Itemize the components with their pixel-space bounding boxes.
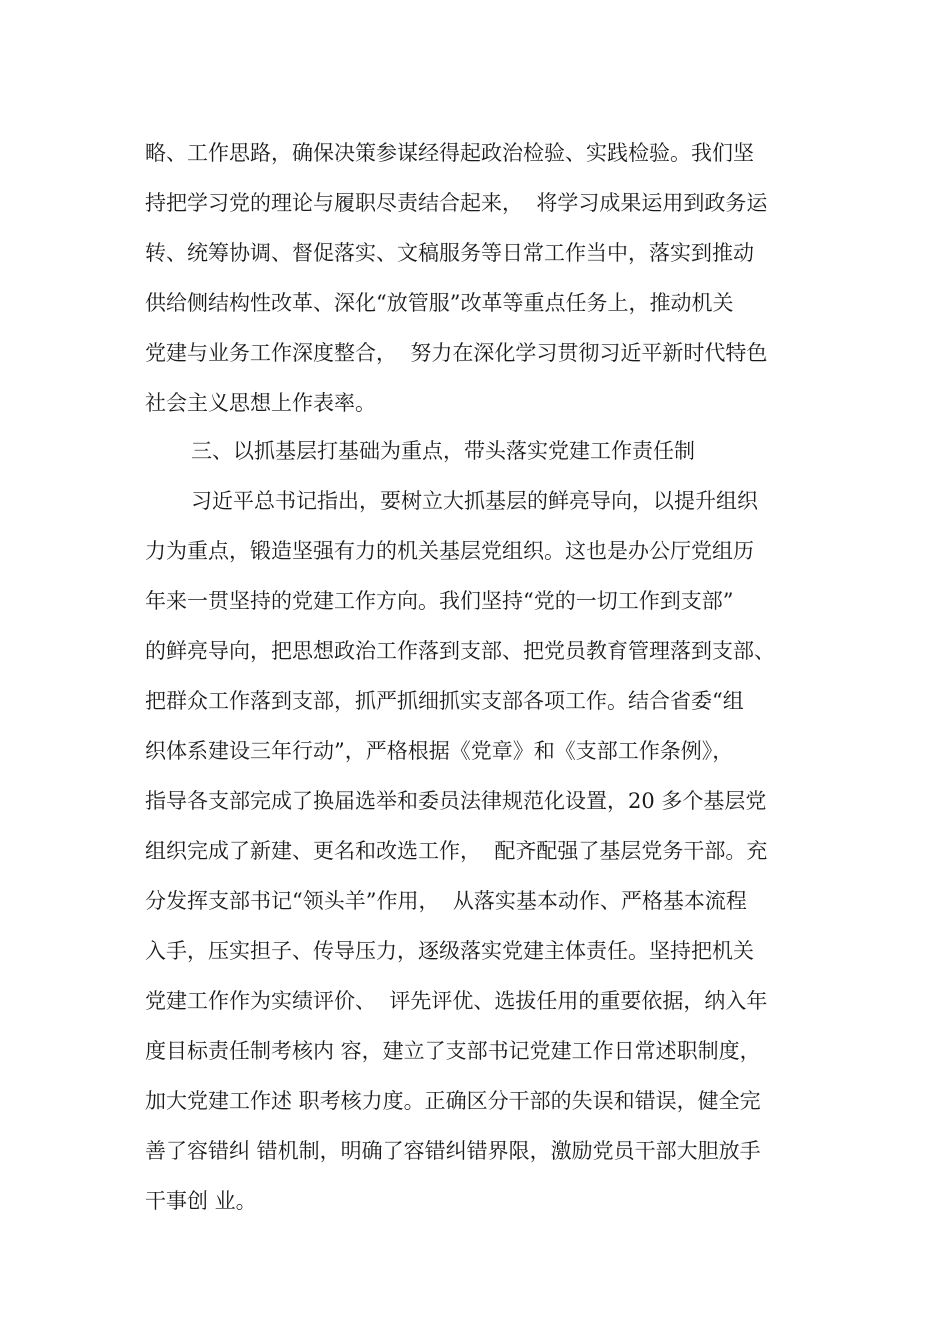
text-line: 把群众工作落到支部，抓严抓细抓实支部各项工作。结合省委“组 [145, 689, 744, 713]
text-line: 善了容错纠 错机制，明确了容错纠错界限，激励党员干部大胆放手 [145, 1139, 761, 1163]
text-line: 干事创 业。 [145, 1189, 257, 1213]
text-line: 分发挥支部书记“领头羊”作用， 从落实基本动作、严格基本流程 [145, 889, 747, 913]
text-line: 度目标责任制考核内 容，建立了支部书记党建工作日常述职制度， [145, 1039, 761, 1063]
text-line: 持把学习党的理论与履职尽责结合起来， 将学习成果运用到政务运 [145, 191, 768, 215]
text-line: 的鲜亮导向，把思想政治工作落到支部、把党员教育管理落到支部、 [145, 639, 775, 663]
text-line: 年来一贯坚持的党建工作方向。我们坚持“党的一切工作到支部” [145, 589, 734, 613]
section-heading: 三、以抓基层打基础为重点，带头落实党建工作责任制 [191, 439, 695, 463]
text-line: 力为重点，锻造坚强有力的机关基层党组织。这也是办公厅党组历 [145, 539, 754, 563]
text-line: 转、统筹协调、督促落实、文稿服务等日常工作当中，落实到推动 [145, 241, 754, 265]
text-line: 党建工作作为实绩评价、 评先评优、选拔任用的重要依据，纳入年 [145, 989, 768, 1013]
text-line: 略、工作思路，确保决策参谋经得起政治检验、实践检验。我们坚 [145, 141, 754, 165]
text-line: 组织完成了新建、更名和改选工作， 配齐配强了基层党务干部。充 [145, 839, 768, 863]
text-line: 社会主义思想上作表率。 [145, 391, 376, 415]
text-line: 习近平总书记指出，要树立大抓基层的鲜亮导向，以提升组织 [191, 489, 758, 513]
text-line: 指导各支部完成了换届选举和委员法律规范化设置，20 多个基层党 [145, 789, 767, 813]
text-line: 织体系建设三年行动”，严格根据《党章》和《支部工作条例》， [145, 739, 734, 763]
text-line: 加大党建工作述 职考核力度。正确区分干部的失误和错误，健全完 [145, 1089, 761, 1113]
text-line: 党建与业务工作深度整合， 努力在深化学习贯彻习近平新时代特色 [145, 341, 768, 365]
text-line: 入手，压实担子、传导压力，逐级落实党建主体责任。坚持把机关 [145, 939, 754, 963]
text-line: 供给侧结构性改革、深化“放管服”改革等重点任务上，推动机关 [145, 291, 734, 315]
